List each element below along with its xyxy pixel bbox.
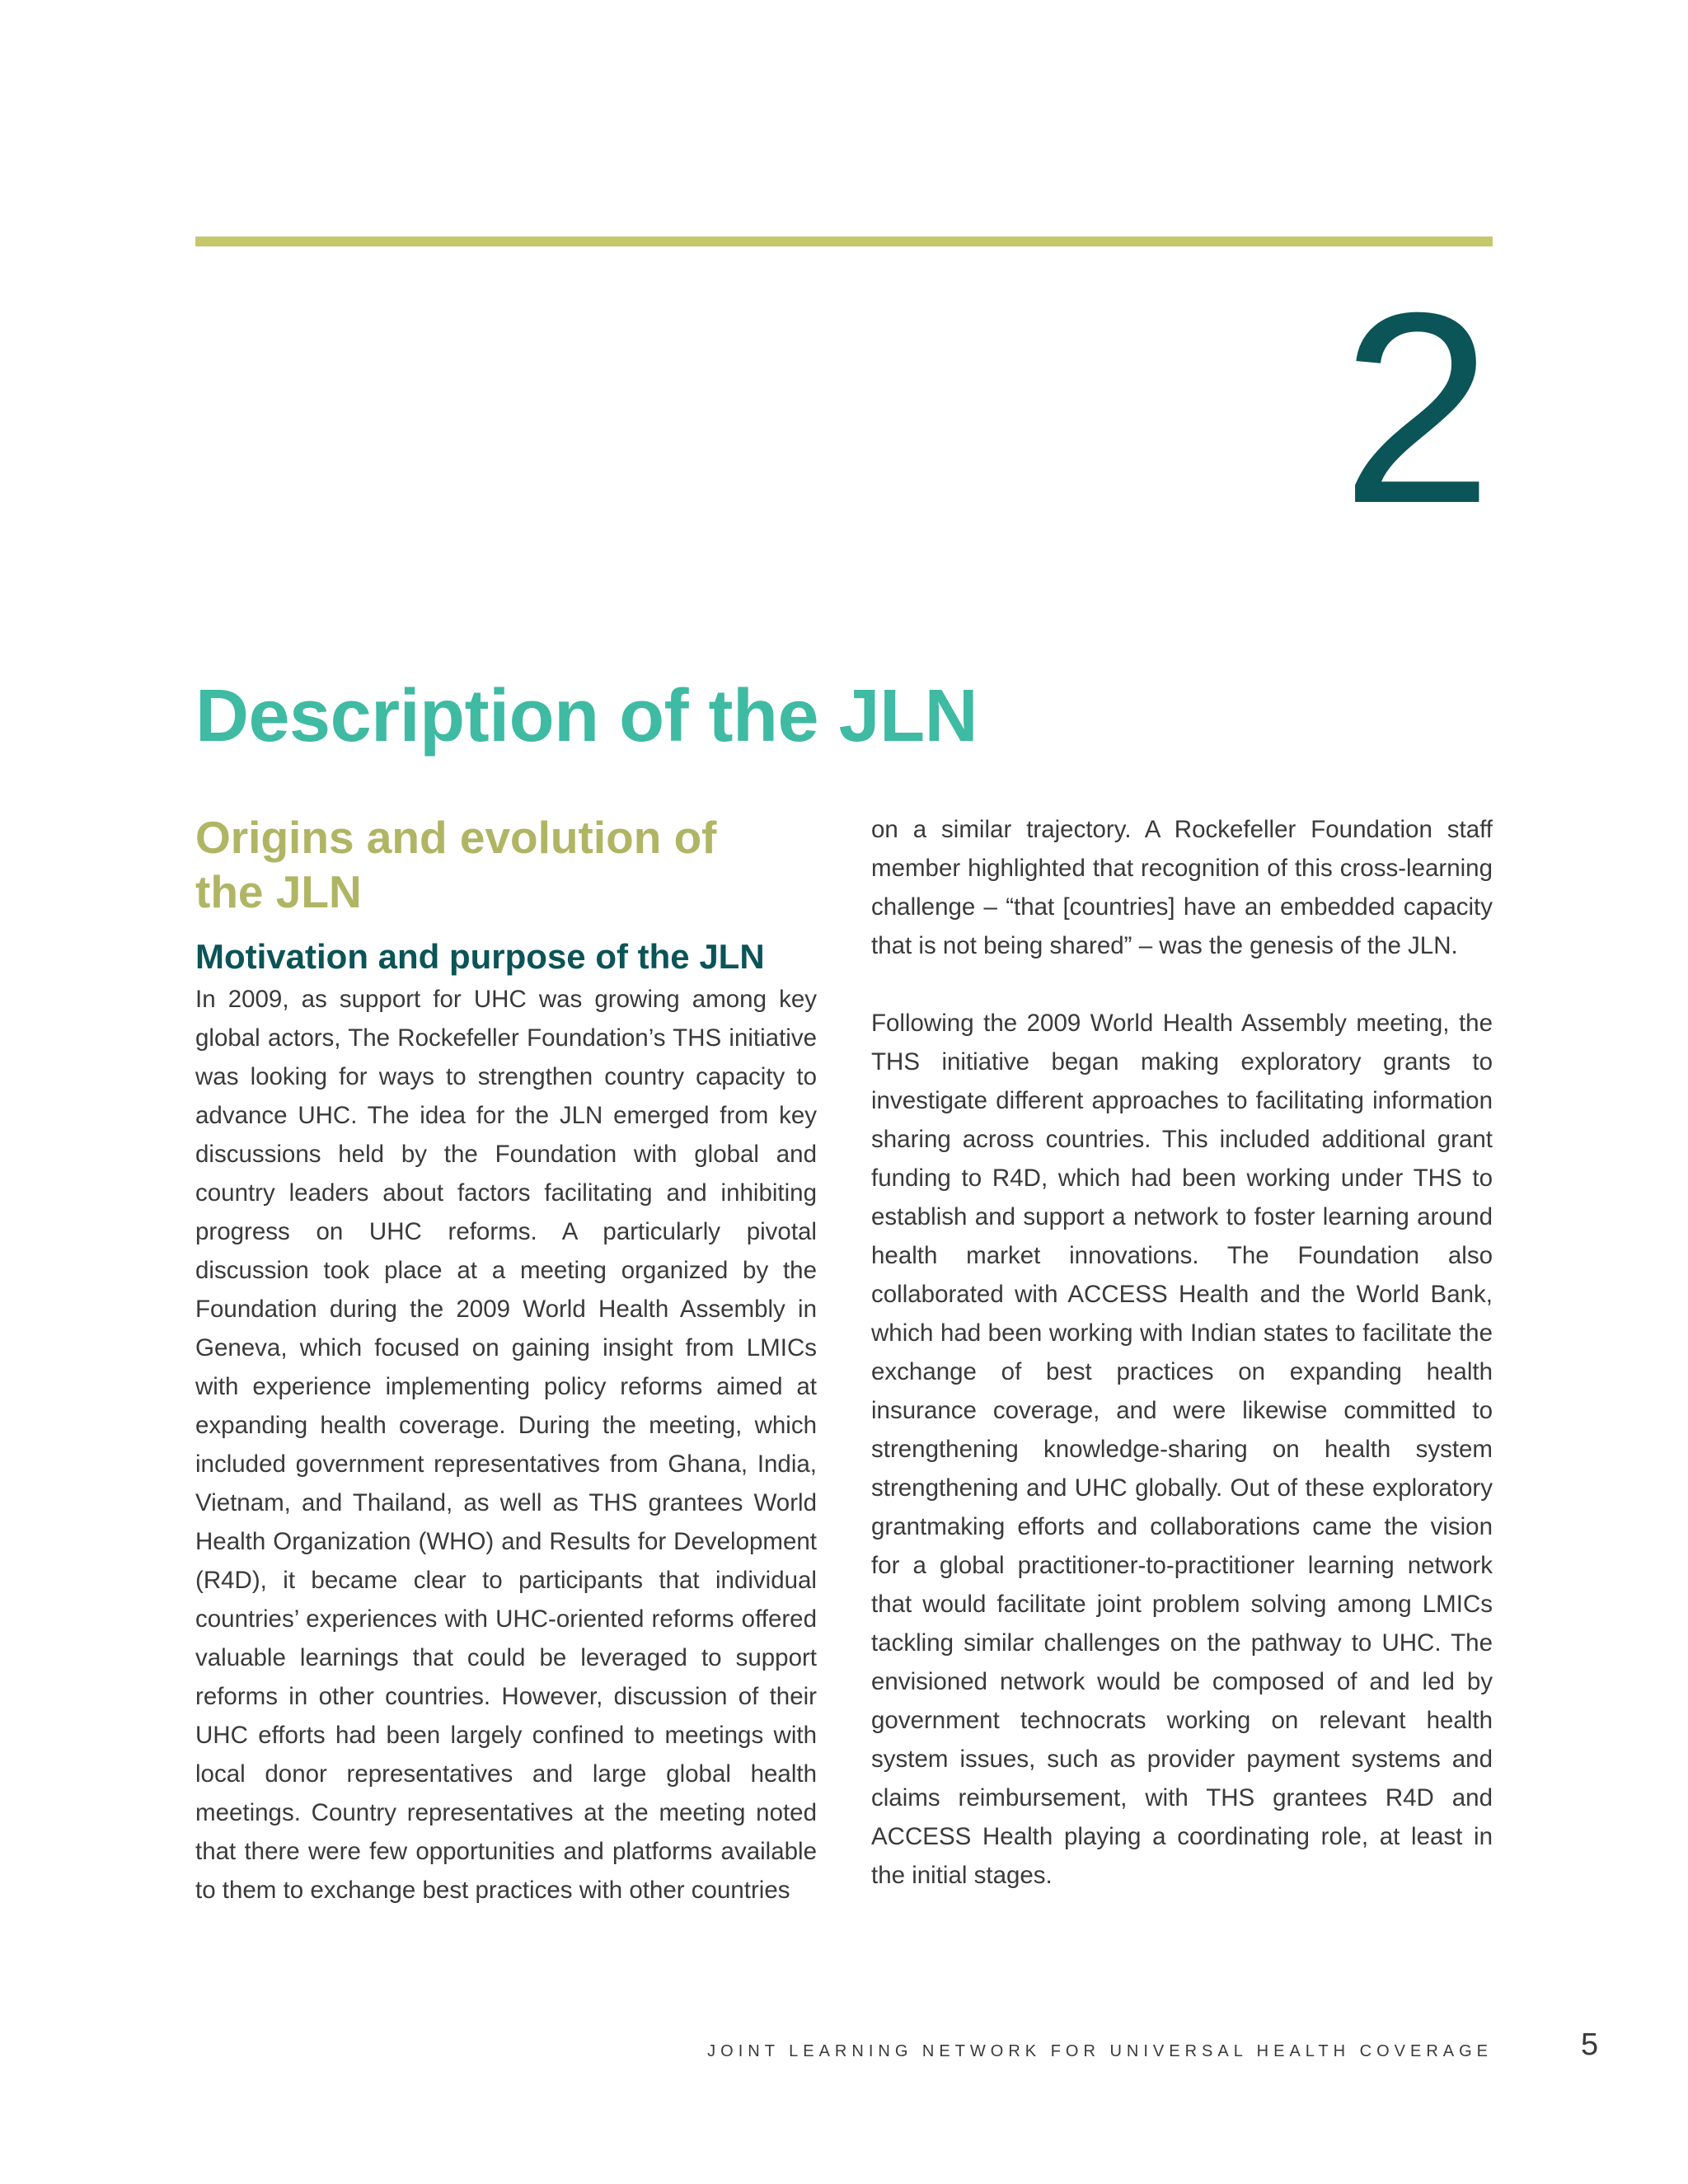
right-column (871, 810, 1493, 1895)
running-footer-title: JOINT LEARNING NETWORK FOR UNIVERSAL HEALTH COVERAGE (707, 2042, 1493, 2060)
body-paragraph-left: In 2009, as support for UHC was growing among key global actors, The Rockefeller Foundation’s THS initiative was looking for ways to strengthen country capacity to advance UHC. The idea for the JLN emerged from key discussions held by the Foundation with global and country leaders about factors facilitating and inhibiting progress on UHC reforms. A particularly pivotal discussion took place at a meeting organized by the Foundation during the 2009 World Health Assembly in Geneva, which focused on gaining insight from LMICs with experience implementing policy reforms aimed at expanding health coverage. During the meeting, which included government representatives from Ghana, India, Vietnam, and Thailand, as well as THS grantees World Health Organization (WHO) and Results for Development (R4D), it became clear to participants that individual countries’ experiences with UHC-oriented reforms offered valuable learnings that could be leveraged to support reforms in other countries. However, discussion of their UHC efforts had been largely confined to meetings with local donor representatives and large global health meetings. Country representatives at the meeting noted that there were few opportunities and platforms available to them to exchange best practices with other countries (195, 986, 817, 1904)
body-paragraph-right-2: Following the 2009 World Health Assembly meeting, the THS initiative began making exploratory grants to investigate different approaches to facilitating information sharing across countries. This included additional grant funding to R4D, which had been working under THS to establish and support a network to foster learning around health market innovations. The Foundation also collaborated with ACCESS Health and the World Bank, which had been working with Indian states to facilitate the exchange of best practices on expanding health insurance coverage, and were likewise committed to strengthening knowledge-sharing on health system strengthening and UHC globally. Out of these exploratory grantmaking efforts and collaborations came the vision for a global practitioner-to-practitioner learning network that would facilitate joint problem solving among LMICs tackling similar challenges on the pathway to UHC. The envisioned network would be composed of and led by government technocrats working on relevant health system issues, such as provider payment systems and claims reimbursement, with THS grantees R4D and ACCESS Health playing a coordinating role, at least in the initial stages. (871, 1010, 1493, 1889)
chapter-divider-rule (195, 237, 1493, 246)
body-paragraph-right-1: on a similar trajectory. A Rockefeller Foundation staff member highlighted that recognition of this cross-learning challenge – “that [countries] have an embedded capacity that is not being shared” – was the genesis of the JLN. (871, 816, 1493, 959)
section-title: Origins and evolution of the JLN (195, 812, 717, 917)
chapter-number: 2 (1341, 255, 1493, 560)
subsection-title: Motivation and purpose of the JLN (195, 937, 765, 976)
chapter-title: Description of the JLN (195, 675, 978, 757)
left-column (195, 810, 817, 1910)
page-number: 5 (1581, 2027, 1599, 2062)
